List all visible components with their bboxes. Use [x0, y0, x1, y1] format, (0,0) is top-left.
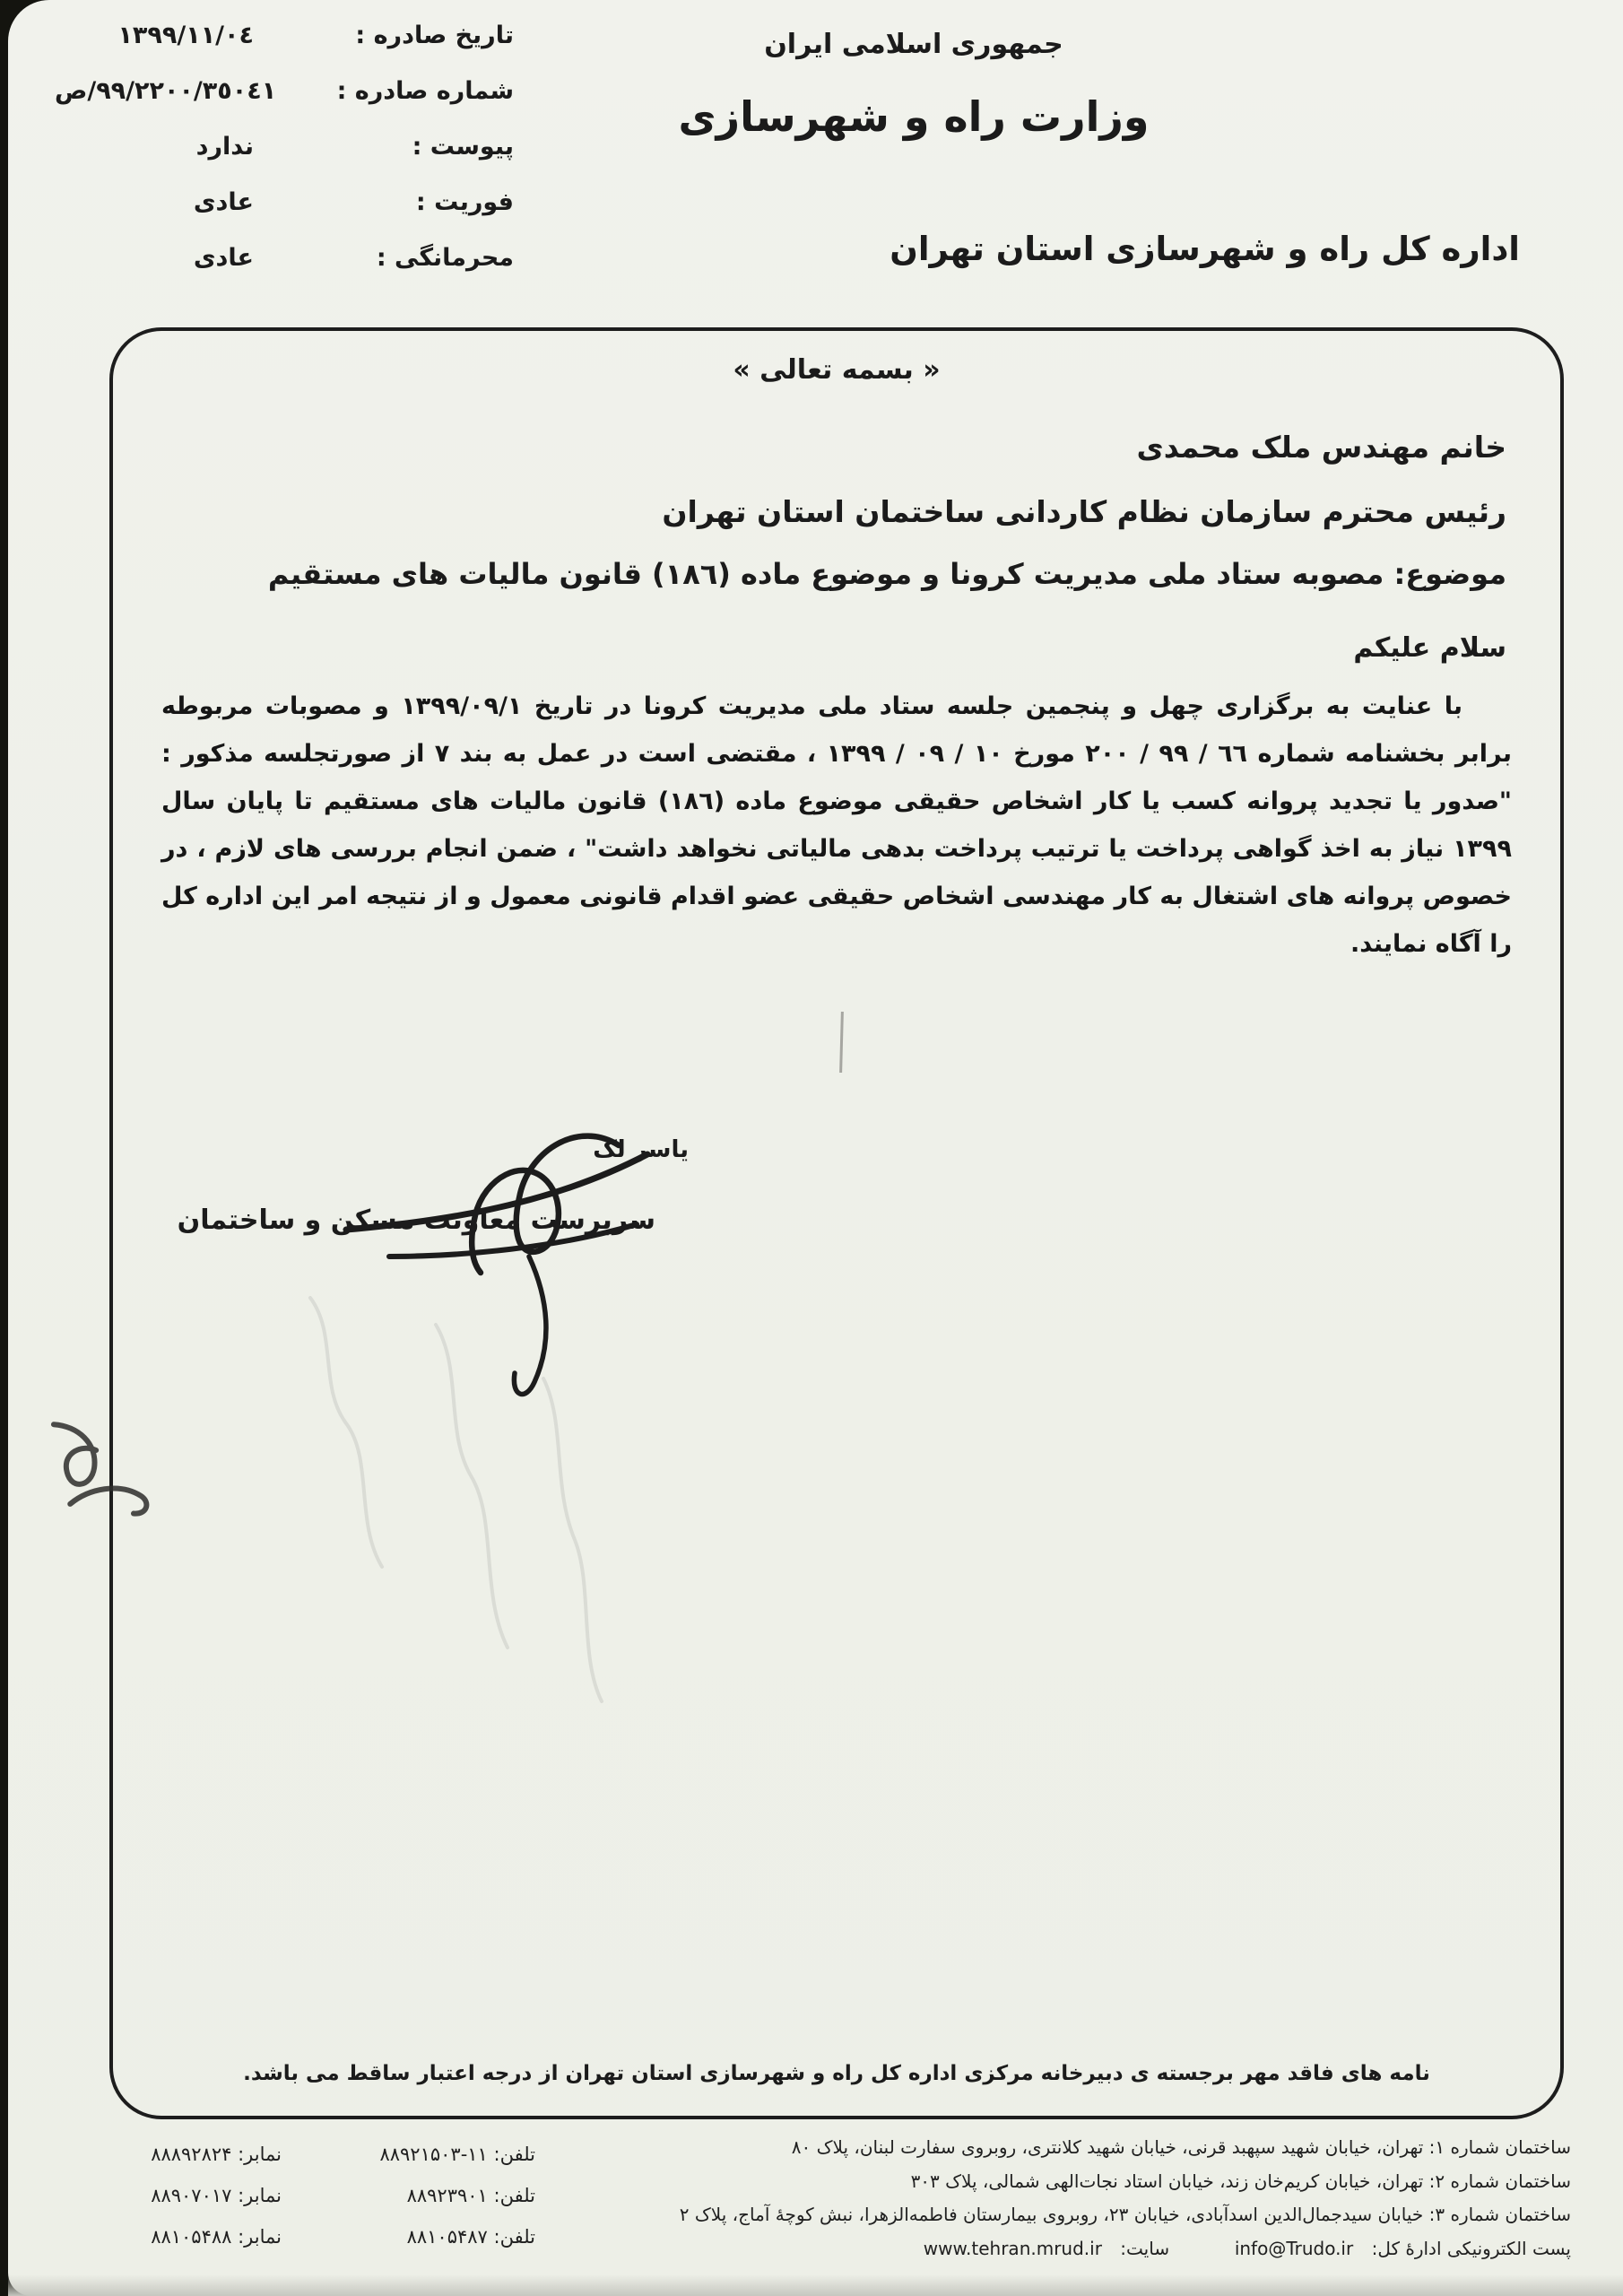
confidentiality-label: محرمانگی : — [376, 244, 514, 272]
fax-row-3 — [151, 2216, 282, 2257]
email-address: info@Trudo.ir — [1234, 2237, 1354, 2259]
ministry-title: وزارت راه و شهرسازی — [678, 92, 1150, 141]
government-header — [636, 29, 1192, 141]
footer-contact-block — [44, 2131, 1571, 2274]
address-building-3: ساختمان شماره ٣: خیابان سیدجمال‌الدین اسدآبادی، خیابان ٢٣، روبروی بیمارستان فاطمه‌الزهرا، نبش کوچۀ آماج، پلاک ٢ — [679, 2204, 1571, 2225]
phone-label-3: تلفن: — [493, 2226, 535, 2248]
fax-row-2 — [151, 2175, 282, 2216]
validity-note: نامه های فاقد مهر برجسته ی دبیرخانه مرکزی اداره کل راه و شهرسازی استان تهران از درجه اعتبار ساقط می باشد. — [243, 2062, 1430, 2085]
issue-number-label: شماره صادره : — [336, 77, 514, 105]
signature-block — [177, 1118, 741, 1414]
besmeleh-invocation: « بسمه تعالی » — [733, 354, 941, 386]
greeting: سلام علیکم — [1353, 632, 1506, 664]
phone-number-2: ۸۸۹۲۳۹۰۱ — [406, 2185, 488, 2206]
issue-date-value: ١٣٩٩/١١/٠٤ — [117, 22, 254, 49]
fax-label-2: نمابر: — [238, 2185, 282, 2206]
letter-body-paragraph: با عنایت به برگزاری چهل و پنجمین جلسه ستاد ملی مدیریت کرونا در تاریخ ١٣٩٩/٠٩/١ و مصوبات مربوطه برابر بخشنامه شماره ٦٦ / ٩٩ / ٢٠٠ مورخ ١٠ / ٠٩ / ١٣٩٩ ، مقتضی است در عمل به بند ٧ از صورتجلسه مذکور : "صدور یا تجدید پروانه کسب یا کار اشخاص حقیقی موضوع ماده (١٨٦) قانون مالیات های مستقیم تا پایان سال ١٣٩٩ نیاز به اخذ گواهی پرداخت یا ترتیب پرداخت بدهی مالیاتی نخواهد داشت" ، ضمن انجام بررسی های لازم ، در خصوص پروانه های اشتغال به کار مهندسی اشخاص حقیقی عضو اقدام قانونی معمول و از نتیجه امر این اداره کل را آگاه نمایند. — [161, 692, 1512, 958]
fax-list — [151, 2134, 282, 2257]
recipient-name: خانم مهندس ملک محمدی — [1136, 430, 1506, 465]
issue-date-label: تاریخ صادره : — [355, 22, 514, 49]
phone-number-1: ۸۸۹۲۱۵۰۳-۱۱ — [379, 2144, 488, 2165]
phone-row-2 — [379, 2175, 535, 2216]
phone-number-3: ۸۸۱۰۵۴۸۷ — [406, 2226, 488, 2248]
address-building-2: ساختمان شماره ٢: تهران، خیابان کریم‌خان زند، خیابان استاد نجات‌الهی شمالی، پلاک ٣٠٣ — [910, 2170, 1571, 2192]
fax-row-1 — [151, 2134, 282, 2175]
country-title: جمهوری اسلامی ایران — [764, 29, 1063, 60]
meta-row-urgency — [55, 188, 514, 216]
attachment-label: پیوست : — [412, 133, 514, 161]
fax-number-2: ۸۸۹۰۷۰۱۷ — [151, 2185, 232, 2206]
issue-number-value: ٩٩/٢٢٠٠/٣٥٠٤١/ص — [55, 77, 277, 105]
scan-bottom-shadow — [8, 2274, 1623, 2296]
phone-row-1 — [379, 2134, 535, 2175]
attachment-value: ندارد — [195, 133, 254, 161]
site-url: www.tehran.mrud.ir — [923, 2237, 1102, 2259]
signature-scribble — [335, 1115, 676, 1414]
fax-label-1: نمابر: — [238, 2144, 282, 2165]
address-list — [522, 2131, 1571, 2266]
subject-line: موضوع: مصوبه ستاد ملی مدیریت کرونا و موضوع ماده (١٨٦) قانون مالیات های مستقیم — [267, 557, 1506, 591]
site-label: سایت: — [1120, 2237, 1170, 2259]
phone-label-1: تلفن: — [493, 2144, 535, 2165]
confidentiality-value: عادی — [193, 244, 254, 272]
meta-row-issue-date — [55, 22, 514, 49]
meta-row-attachment — [55, 133, 514, 161]
urgency-value: عادی — [193, 188, 254, 216]
signer-title: سرپرست معاونت مسکن و ساختمان — [177, 1205, 655, 1236]
email-label: پست الکترونیکی ادارۀ کل: — [1371, 2237, 1571, 2259]
letter-frame — [109, 327, 1564, 2119]
department-title: اداره کل راه و شهرسازی استان تهران — [890, 230, 1520, 268]
recipient-title: رئیس محترم سازمان نظام کاردانی ساختمان استان تهران — [662, 494, 1506, 529]
signer-name: یاسر لک — [593, 1136, 689, 1163]
phone-label-2: تلفن: — [493, 2185, 535, 2206]
urgency-label: فوریت : — [415, 188, 514, 216]
phone-list — [379, 2134, 535, 2257]
address-building-1: ساختمان شماره ١: تهران، خیابان شهید سپهبد قرنی، خیابان شهید کلانتری، روبروی سفارت لبنان، پلاک ٨٠ — [791, 2136, 1571, 2158]
fax-number-3: ۸۸۱۰۵۴۸۸ — [151, 2226, 232, 2248]
fax-number-1: ۸۸۸۹۲۸۲۴ — [151, 2144, 232, 2165]
letter-metadata — [55, 22, 514, 300]
scanned-letter-page — [8, 0, 1623, 2296]
phone-row-3 — [379, 2216, 535, 2257]
email-and-site-line — [522, 2232, 1571, 2266]
fax-label-3: نمابر: — [238, 2226, 282, 2248]
meta-row-confidentiality — [55, 244, 514, 272]
meta-row-issue-number — [55, 77, 514, 105]
